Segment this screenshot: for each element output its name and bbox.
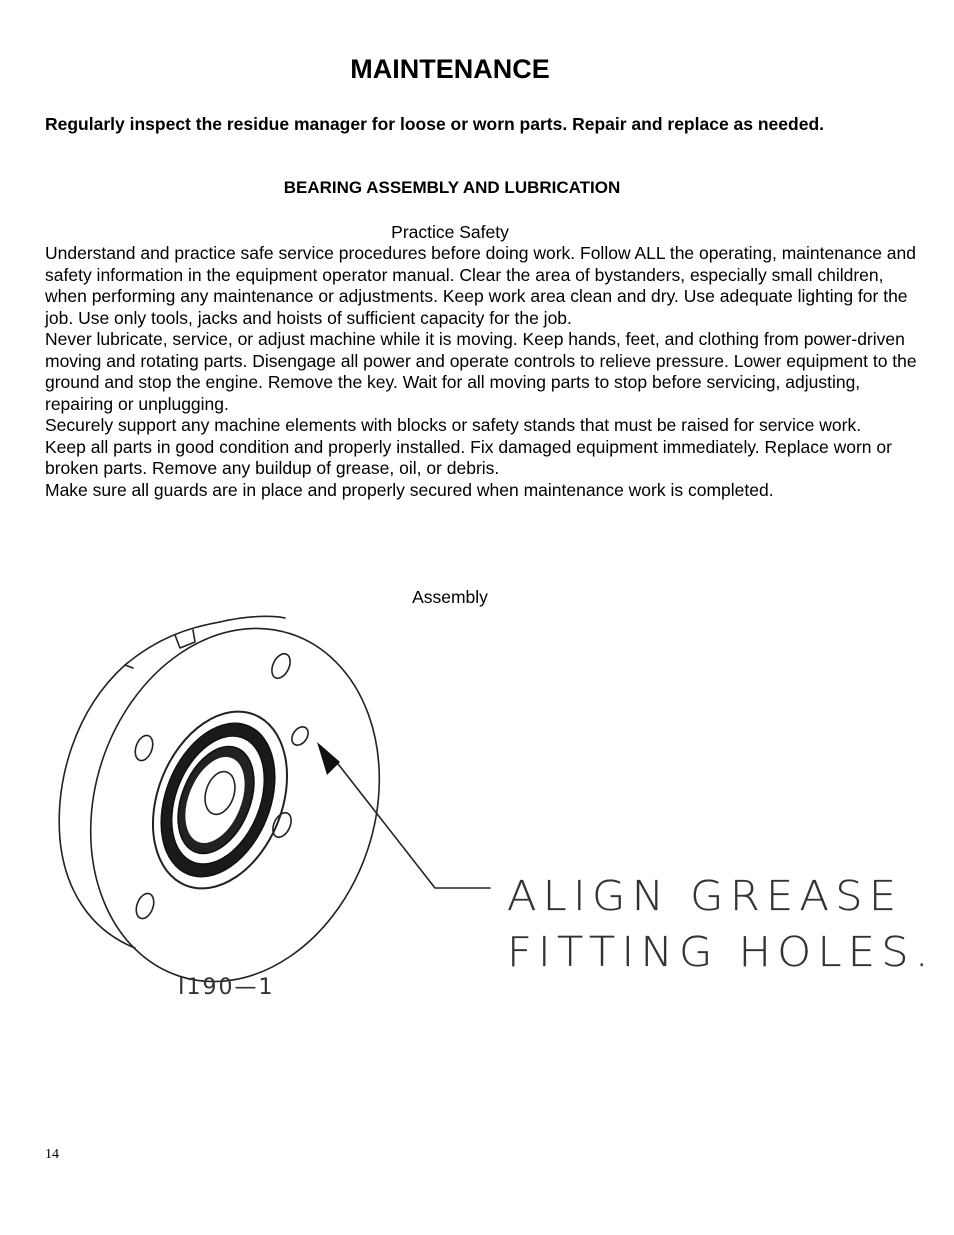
section-heading: BEARING ASSEMBLY AND LUBRICATION [283,178,621,197]
safety-paragraph: Never lubricate, service, or adjust machine while it is moving. Keep hands, feet, and clothing from power-driven moving and rotating parts. Disengage all power and operate controls to relieve pressure. Lower equipment to the ground and stop the engine. Remove the key. Wait for all moving parts to stop before servicing, adjusting, repairing or unplugging. [45,329,917,414]
callout-line: FITTING HOLES. [507,928,935,976]
page-number: 14 [45,1147,59,1162]
figure-caption: Assembly [412,587,488,607]
safety-paragraph: Understand and practice safe service procedures before doing work. Follow ALL the operating, maintenance and safety information in the equipment operator manual. Clear the area of bystanders, especially small children, when performing any maintenance or adjustments. Keep work area clean and dry. Use adequate lighting for the job. Use only tools, jacks and hoists of sufficient capacity for the job. [45,243,916,328]
intro-paragraph: Regularly inspect the residue manager for loose or worn parts. Repair and replace as needed. [45,114,824,134]
safety-paragraph: Securely support any machine elements with blocks or safety stands that must be raised for service work. [45,415,862,435]
safety-body [45,243,925,501]
safety-paragraph: Keep all parts in good condition and properly installed. Fix damaged equipment immediately. Replace worn or broken parts. Remove any buildup of grease, oil, or debris. [45,436,892,478]
callout-line: ALIGN GREASE [507,872,903,920]
safety-heading: Practice Safety [391,222,509,242]
callout-label [507,868,935,980]
page-title: MAINTENANCE [350,54,550,84]
figure-id: I190—1 [178,975,275,1000]
safety-paragraph: Make sure all guards are in place and properly secured when maintenance work is completed. [45,479,774,500]
